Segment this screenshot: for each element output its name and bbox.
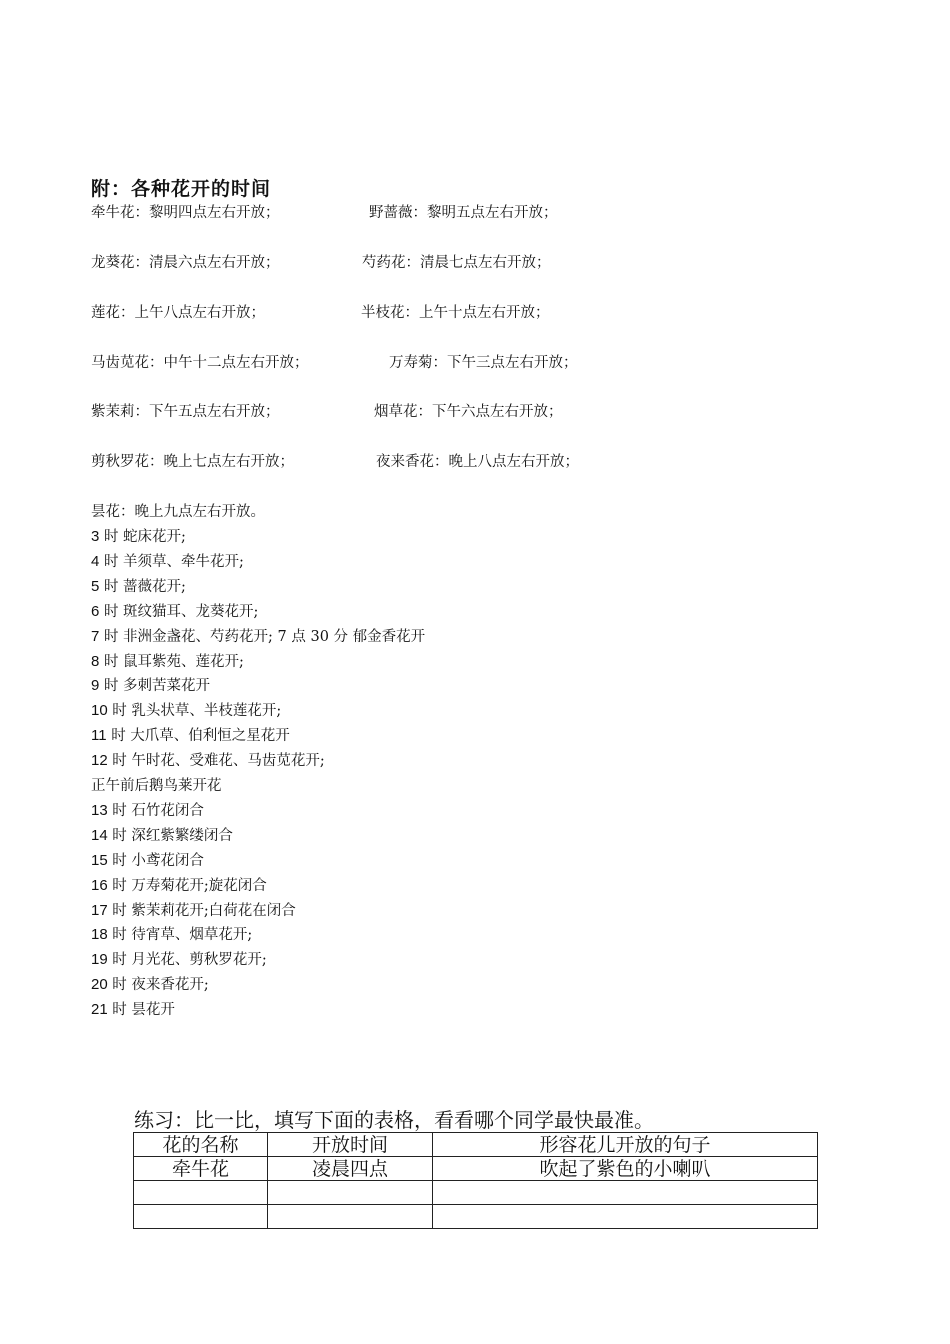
hour-number: 3 [91, 528, 100, 545]
hour-description: 时 羊须草、牵牛花开; [103, 554, 244, 570]
hour-description: 时 夜来香花开; [112, 977, 209, 993]
hour-description: 时 深红紫繁缕闭合 [112, 828, 233, 844]
hour-list-item [91, 724, 290, 745]
hour-list-item [91, 650, 244, 671]
hour-number: 9 [91, 677, 100, 694]
flower-pair-row [91, 201, 651, 223]
hour-list-item [91, 998, 175, 1019]
flower-time-left: 莲花：上午八点左右开放； [91, 305, 265, 321]
hour-description: 时 大爪草、伯利恒之星花开 [111, 728, 290, 744]
flower-pair-row [91, 400, 651, 422]
hour-number: 15 [91, 852, 108, 869]
header-description: 形容花儿开放的句子 [433, 1133, 818, 1157]
table-cell[interactable] [134, 1181, 268, 1205]
hour-list-item [91, 899, 296, 920]
hour-description: 时 午时花、受难花、马齿苋花开; [112, 753, 325, 769]
hour-description: 时 鼠耳紫苑、莲花开; [103, 654, 244, 670]
tanhua-line: 昙花：晚上九点左右开放。 [91, 504, 265, 520]
hour-number: 7 [91, 628, 100, 645]
exercise-instruction: 练习：比一比，填写下面的表格，看看哪个同学最快最准。 [134, 1108, 654, 1132]
table-cell[interactable] [134, 1205, 268, 1229]
table-cell[interactable] [268, 1181, 433, 1205]
hour-number: 8 [91, 653, 100, 670]
table-cell[interactable] [433, 1181, 818, 1205]
hour-number: 21 [91, 1001, 108, 1018]
flower-time-right: 半枝花：上午十点左右开放； [361, 305, 550, 321]
hour-description: 时 待宵草、烟草花开; [112, 927, 253, 943]
hour-number: 6 [91, 603, 100, 620]
flower-pair-row [91, 251, 651, 273]
exercise-table [133, 1132, 818, 1229]
table-row [134, 1205, 818, 1229]
hour-list-item [91, 799, 204, 820]
table-cell: 凌晨四点 [268, 1157, 433, 1181]
table-cell[interactable] [433, 1205, 818, 1229]
hour-number: 20 [91, 976, 108, 993]
hour-description: 时 月光花、剪秋罗花开; [112, 952, 267, 968]
table-cell: 吹起了紫色的小喇叭 [433, 1157, 818, 1181]
hour-description: 时 蔷薇花开; [103, 579, 186, 595]
flower-time-right: 夜来香花：晚上八点左右开放； [376, 454, 579, 470]
hour-list-item [91, 525, 186, 546]
hour-list-item [91, 749, 325, 770]
table-row [134, 1181, 818, 1205]
hour-number: 19 [91, 951, 108, 968]
hour-list-item [91, 550, 244, 571]
table-row [134, 1157, 818, 1181]
hour-list-item [91, 824, 233, 845]
hour-list-item [91, 600, 258, 621]
hour-description: 正午前后鹅鸟莱开花 [91, 778, 222, 794]
flower-pair-row [91, 450, 651, 472]
hour-description: 时 紫茉莉花开;白荷花在闭合 [112, 903, 296, 919]
hour-description: 时 乳头状草、半枝莲花开; [112, 703, 282, 719]
table-cell[interactable] [268, 1205, 433, 1229]
flower-time-right: 芍药花：清晨七点左右开放； [362, 255, 551, 271]
hour-list-item [91, 625, 425, 646]
hour-number: 14 [91, 827, 108, 844]
hour-number: 13 [91, 802, 108, 819]
hour-description: 时 斑纹猫耳、龙葵花开; [103, 604, 259, 620]
flower-time-right: 野蔷薇：黎明五点左右开放； [369, 205, 558, 221]
flower-time-left: 牵牛花：黎明四点左右开放； [91, 205, 280, 221]
table-cell: 牵牛花 [134, 1157, 268, 1181]
hour-description: 时 蛇床花开; [103, 529, 186, 545]
hour-list-item [91, 774, 222, 795]
flower-time-left: 紫茉莉：下午五点左右开放； [91, 404, 280, 420]
flower-pair-row [91, 301, 651, 323]
flower-time-left: 龙葵花：清晨六点左右开放； [91, 255, 280, 271]
hour-list-item [91, 973, 209, 994]
hour-list-item [91, 575, 186, 596]
hour-list-item [91, 849, 204, 870]
hour-list-item [91, 699, 281, 720]
hour-list-item [91, 948, 267, 969]
hour-number: 11 [91, 727, 107, 744]
flower-time-left: 马齿苋花：中午十二点左右开放； [91, 355, 309, 371]
flower-time-right: 万寿菊：下午三点左右开放； [389, 355, 578, 371]
hour-description: 时 多刺苦菜花开 [103, 678, 211, 694]
hour-number: 10 [91, 702, 108, 719]
hour-number: 16 [91, 877, 108, 894]
hour-number: 17 [91, 902, 108, 919]
hour-description: 时 石竹花闭合 [112, 803, 204, 819]
hour-description: 时 小鸢花闭合 [112, 853, 204, 869]
table-header-row [134, 1133, 818, 1157]
header-flower-name: 花的名称 [134, 1133, 268, 1157]
hour-list-item [91, 874, 267, 895]
hour-description: 时 非洲金盏花、芍药花开; 7 点 30 分 郁金香花开 [103, 629, 426, 645]
flower-time-left: 剪秋罗花：晚上七点左右开放； [91, 454, 294, 470]
header-open-time: 开放时间 [268, 1133, 433, 1157]
document-heading: 附：各种花开的时间 [91, 178, 272, 200]
hour-description: 时 昙花开 [112, 1002, 175, 1018]
flower-time-right: 烟草花：下午六点左右开放； [374, 404, 563, 420]
hour-list-item [91, 923, 252, 944]
flower-pair-row [91, 351, 651, 373]
hour-number: 4 [91, 553, 100, 570]
hour-list-item [91, 674, 210, 695]
hour-number: 12 [91, 752, 108, 769]
hour-number: 5 [91, 578, 100, 595]
hour-description: 时 万寿菊花开;旋花闭合 [112, 878, 267, 894]
hour-number: 18 [91, 926, 108, 943]
